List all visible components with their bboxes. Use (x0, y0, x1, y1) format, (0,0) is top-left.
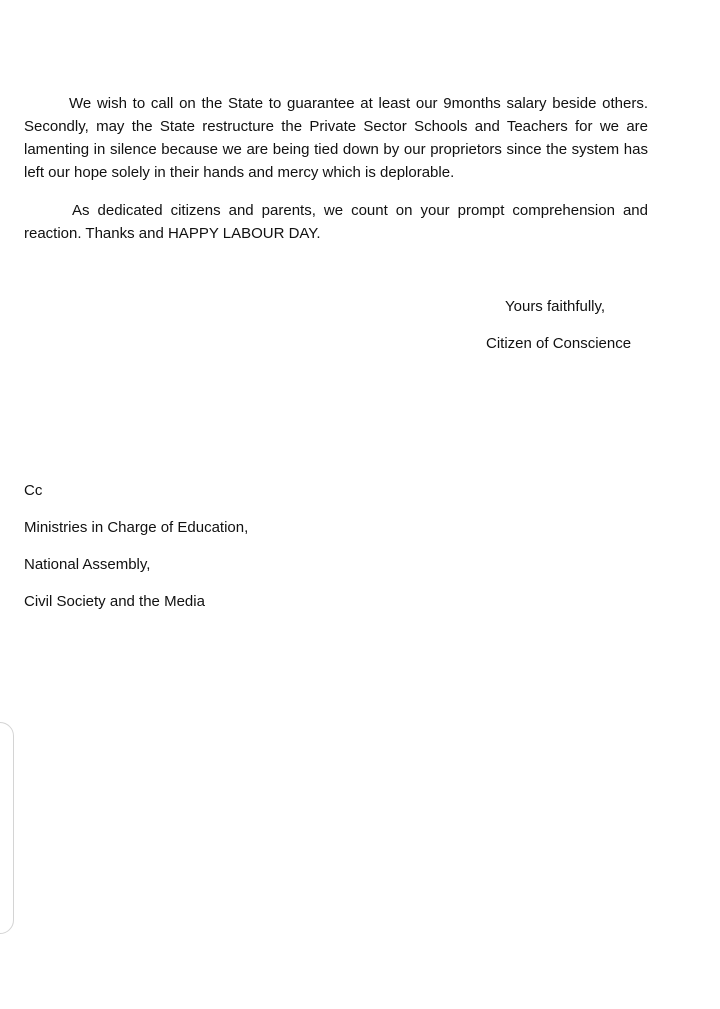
signatory: Citizen of Conscience (486, 335, 632, 352)
cc-label: Cc (24, 482, 43, 499)
paragraph-1-line: lamenting in silence because we are being tied down by our proprietors since the system has (24, 141, 648, 158)
side-edge-panel (0, 722, 14, 934)
cc-recipient: Civil Society and the Media (24, 593, 205, 610)
valediction: Yours faithfully, (505, 298, 606, 315)
paragraph-1-line: We wish to call on the State to guarantee at least our 9months salary beside others. (69, 95, 648, 112)
paragraph-1-line: left our hope solely in their hands and mercy which is deplorable. (24, 164, 455, 181)
body-paragraph-1 (24, 92, 648, 184)
paragraph-2-line: reaction. Thanks and HAPPY LABOUR DAY. (24, 225, 321, 242)
cc-recipient: Ministries in Charge of Education, (24, 519, 249, 536)
cc-recipient: National Assembly, (24, 556, 151, 573)
paragraph-1-line: Secondly, may the State restructure the Private Sector Schools and Teachers for we are (24, 118, 648, 135)
body-paragraph-2 (24, 199, 648, 245)
paragraph-2-line: As dedicated citizens and parents, we count on your prompt comprehension and (72, 202, 648, 219)
